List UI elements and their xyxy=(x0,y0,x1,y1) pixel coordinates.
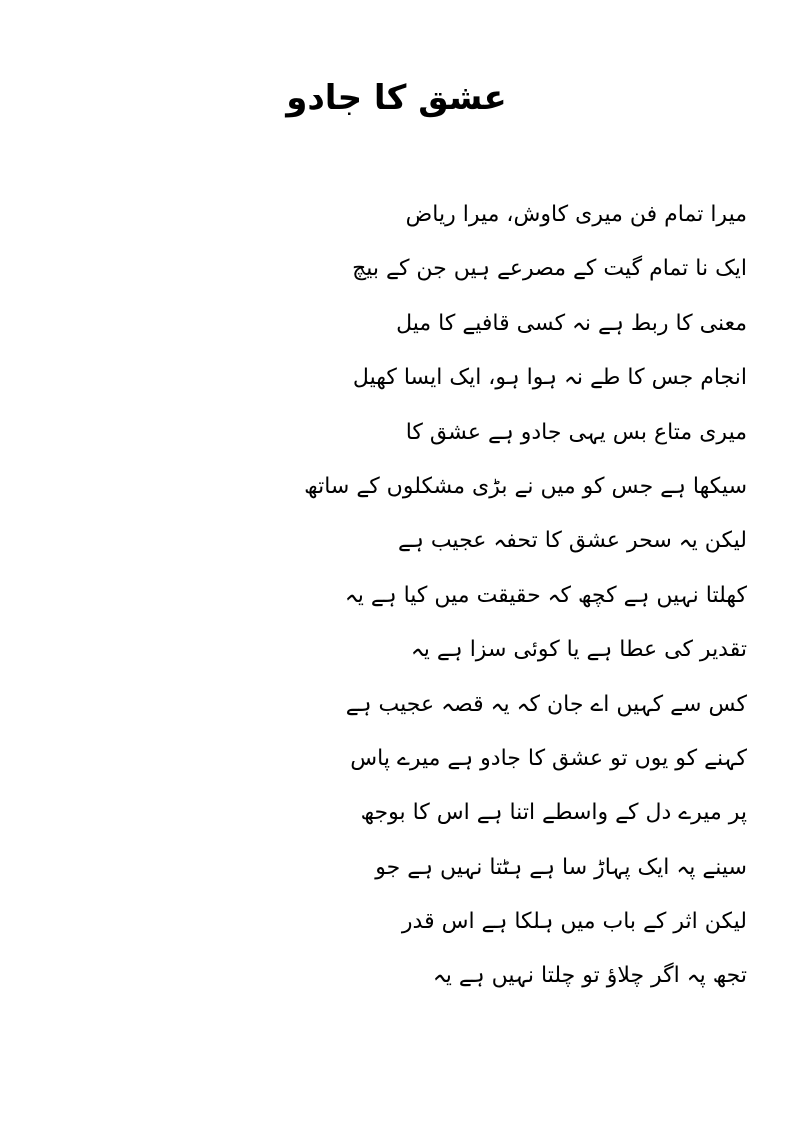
poem-line: انجام جس کا طے نہ ہوا ہو، ایک ایسا کھیل xyxy=(352,365,747,391)
poem-line: تقدیر کی عطا ہے یا کوئی سزا ہے یہ xyxy=(410,637,747,663)
poem-line: ایک نا تمام گیت کے مصرعے ہیں جن کے بیچ xyxy=(352,256,747,282)
poem-line: کہنے کو یوں تو عشق کا جادو ہے میرے پاس xyxy=(350,745,747,771)
poem-line: سینے پہ ایک پہاڑ سا ہے ہٹتا نہیں ہے جو xyxy=(375,854,747,880)
poem-line: پر میرے دل کے واسطے اتنا ہے اس کا بوجھ xyxy=(360,800,747,826)
poem-line: معنی کا ربط ہے نہ کسی قافیے کا میل xyxy=(396,310,747,336)
poem-line: کس سے کہیں اے جان کہ یہ قصہ عجیب ہے xyxy=(345,691,747,717)
poem-title: عشق کا جادو xyxy=(286,78,507,118)
poem-line: تجھ پہ اگر چلاؤ تو چلتا نہیں ہے یہ xyxy=(432,963,747,989)
poem-line: میری متاع بس یہی جادو ہے عشق کا xyxy=(405,419,747,445)
poem-line: لیکن یہ سحر عشق کا تحفہ عجیب ہے xyxy=(398,528,747,554)
poem-line: کھلتا نہیں ہے کچھ کہ حقیقت میں کیا ہے یہ xyxy=(344,582,747,608)
poem-line: سیکھا ہے جس کو میں نے بڑی مشکلوں کے ساتھ xyxy=(304,473,747,499)
poem-line: لیکن اثر کے باب میں ہلکا ہے اس قدر xyxy=(401,909,747,935)
poem-line: میرا تمام فن میری کاوش، میرا ریاض xyxy=(405,202,747,227)
poem-lines xyxy=(304,188,747,1004)
